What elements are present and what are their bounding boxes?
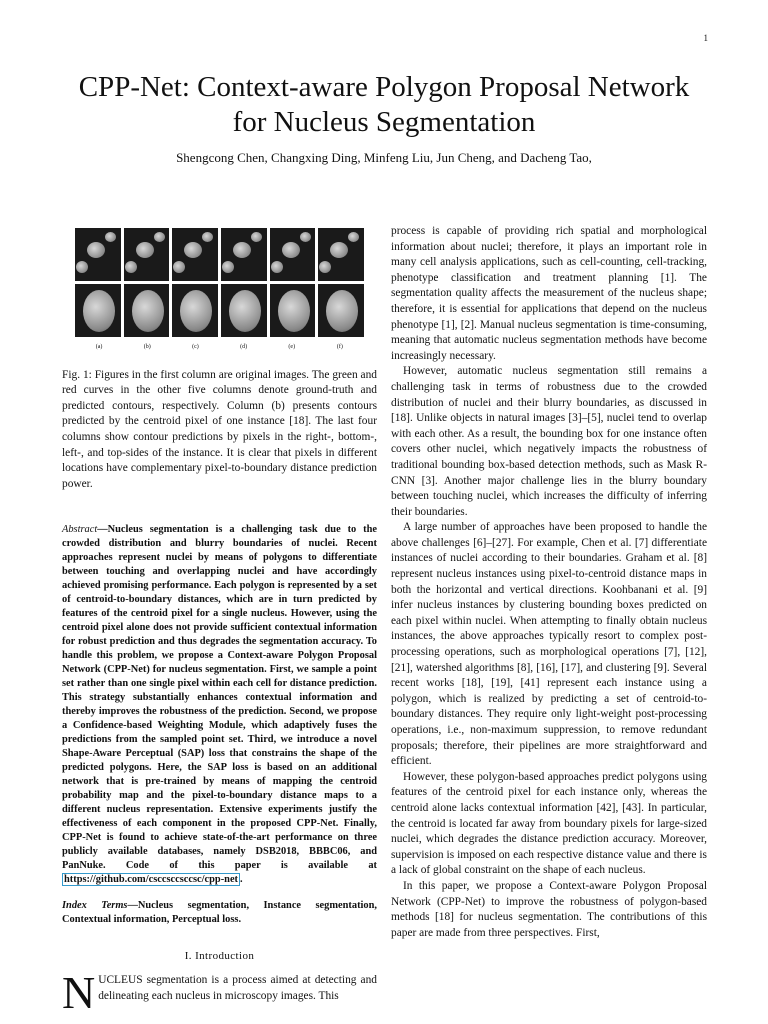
- paragraph: However, automatic nucleus segmentation still remains a challenging task in terms of robustness due to the crowded distribution of nuclei and their blurry boundaries, as discussed in [18]. Unlike objects in natural images [3]–[5], nuclei tend to overlap with each other. As a result, the bounding box for one instance often covers other nuclei, which negatively impacts the robustness of traditional bounding box-based detection methods, such as Mask R-CNN [3]. Another major challenge lies in the blurry boundary between touching nuclei, which increases the difficulty of inferring their boundaries.: [391, 365, 707, 518]
- index-terms-body: —Nucleus segmentation, Instance segmentation, Contextual information, Perceptual loss.: [62, 900, 377, 926]
- figure-label-c: (c): [192, 344, 199, 350]
- left-column: [62, 224, 377, 1018]
- figure-image: [172, 228, 218, 281]
- title-line-1: CPP-Net: Context-aware Polygon Proposal Network: [78, 71, 690, 103]
- figure-image: [75, 284, 121, 337]
- figure-image: [124, 228, 170, 281]
- figure-image: [318, 284, 364, 337]
- figure-label-d: (d): [240, 344, 248, 350]
- page-number: 1: [703, 33, 708, 43]
- index-terms: [62, 899, 377, 927]
- abstract-end: .: [240, 874, 243, 886]
- index-terms-label: Index Terms: [62, 900, 128, 912]
- intro-paragraph: [62, 966, 377, 1018]
- figure-image: [318, 228, 364, 281]
- abstract-label: Abstract: [62, 524, 98, 536]
- intro-text: UCLEUS segmentation is a process aimed at detecting and delineating each nucleus in microscopy images. This: [98, 973, 377, 1002]
- figure-image: [221, 284, 267, 337]
- right-column: [391, 224, 707, 941]
- figure-label-e: (e): [288, 344, 296, 350]
- figure-image: [270, 284, 316, 337]
- paper-title: [0, 70, 768, 140]
- figure-image: [221, 228, 267, 281]
- paragraph: process is capable of providing rich spatial and morphological information about nuclei; therefore, it plays an important role in many cell analysis applications, such as cell-counting, cell-tracking, phenotype classification and treatment planning [1]. The segmentation quality affects the measurement of the nucleus shape; therefore, it is essential for applications that depend on the nucleus phenotype [1], [2]. Manual nucleus segmentation is time-consuming, meaning that automatic nucleus segmentation methods have become increasingly necessary.: [391, 225, 707, 362]
- figure-image: [75, 228, 121, 281]
- figure-image: [172, 284, 218, 337]
- abstract-body: —Nucleus segmentation is a challenging task due to the crowded distribution and blurry boundaries of nuclei. Recent approaches represent nuclei by means of polygons to differentiate between touching and overlapping nuclei and have accordingly achieved promising performance. Each polygon is represented by a set of centroid-to-boundary distances, which are in turn predicted by features of the centroid pixel for a single nucleus. However, using the centroid pixel alone does not provide sufficient contextual information for robust prediction and thus degrades the segmentation accuracy. To handle this problem, we propose a Context-aware Polygon Proposal Network (CPP-Net) for nucleus segmentation. First, we sample a point set rather than one single pixel within each cell for distance prediction. This strategy substantially enhances contextual information and thereby improves the robustness of the prediction. Second, we propose a Confidence-based Weighting Module, which adaptively fuses the predictions from the sampled point set. Third, we introduce a novel Shape-Aware Perceptual (SAP) loss that constrains the shape of the predicted polygons. Here, the SAP loss is based on an additional network that is pre-trained by means of mapping the centroid probability map and the pixel-to-boundary distance maps to a different nucleus representation. Extensive experiments justify the effectiveness of each component in the proposed CPP-Net. Finally, CPP-Net is found to achieve state-of-the-art performance on three publicly available databases, namely DSB2018, BBBC06, and PanNuke. Code of this paper is available at: [62, 524, 377, 872]
- figure-label-a: (a): [95, 344, 103, 350]
- section-heading: I. Introduction: [184, 950, 255, 963]
- figure-label-f: (f): [336, 344, 343, 350]
- code-link[interactable]: https://github.com/csccsccsccsc/cpp-net: [64, 874, 239, 886]
- figure-1: [75, 228, 364, 356]
- figure-labels: [75, 340, 364, 356]
- abstract: [62, 523, 377, 887]
- figure-image: [124, 284, 170, 337]
- paragraph: A large number of approaches have been proposed to handle the above challenges [6]–[27]. For example, Chen et al. [7] differentiate instances of nuclei according to their boundaries. Graham et al. [8] represent nucleus instances using pixel-to-centroid distance maps in both the horizontal and vertical directions. Koohbanani et al. [9] infer nucleus instances by clustering bounding boxes predicted on each pixel within nuclei. When attempting to finally obtain nucleus instances, the above approaches typically resort to complex post-processing operations, such as morphological operations [7], [12], [21], watershed algorithms [8], [16], [17], and clustering [9]. Several recent works [18], [19], [41] represent each instance using a polygon, which is realized by predicting a set of centroid-to-boundary distances. They require only light-weight post-processing operations, i.e., non-maximum suppression, to remove redundant proposals; therefore, their pipelines are more straightforward and efficient.: [391, 521, 707, 768]
- figure-image: [270, 228, 316, 281]
- paragraph: In this paper, we propose a Context-aware Polygon Proposal Network (CPP-Net) to improve the robustness of polygon-based methods [18] for nucleus segmentation. The contributions of this paper are made from three perspectives. First,: [391, 879, 707, 939]
- paragraph: However, these polygon-based approaches predict polygons using features of the centroid pixel for each instance only, whereas the centroid alone lacks contextual information [42], [43]. In particular, the centroid is located far away from boundary pixels for large-sized nuclei, which degrades the distance prediction accuracy. Moreover, supervision is imposed on each respective distance value and there is a lack of global constraint on the shape of each nucleus.: [391, 770, 707, 877]
- figure-grid: [75, 228, 364, 337]
- authors: Shengcong Chen, Changxing Ding, Minfeng Liu, Jun Cheng, and Dacheng Tao,: [176, 150, 592, 165]
- figure-label-b: (b): [143, 344, 151, 350]
- figure-caption: Fig. 1: Figures in the first column are original images. The green and red curves in the other five columns denote ground-truth and predicted contours, respectively. Column (b) presents contours predicted by the centroid pixel of one instance [18]. The last four columns show contour predictions by pixels in the right-, bottom-, left-, and top-sides of the instance. It is clear that pixels in different locations have complementary pixel-to-boundary distance prediction power.: [62, 368, 377, 490]
- title-line-2: for Nucleus Segmentation: [232, 106, 536, 138]
- drop-cap: N: [62, 966, 96, 1018]
